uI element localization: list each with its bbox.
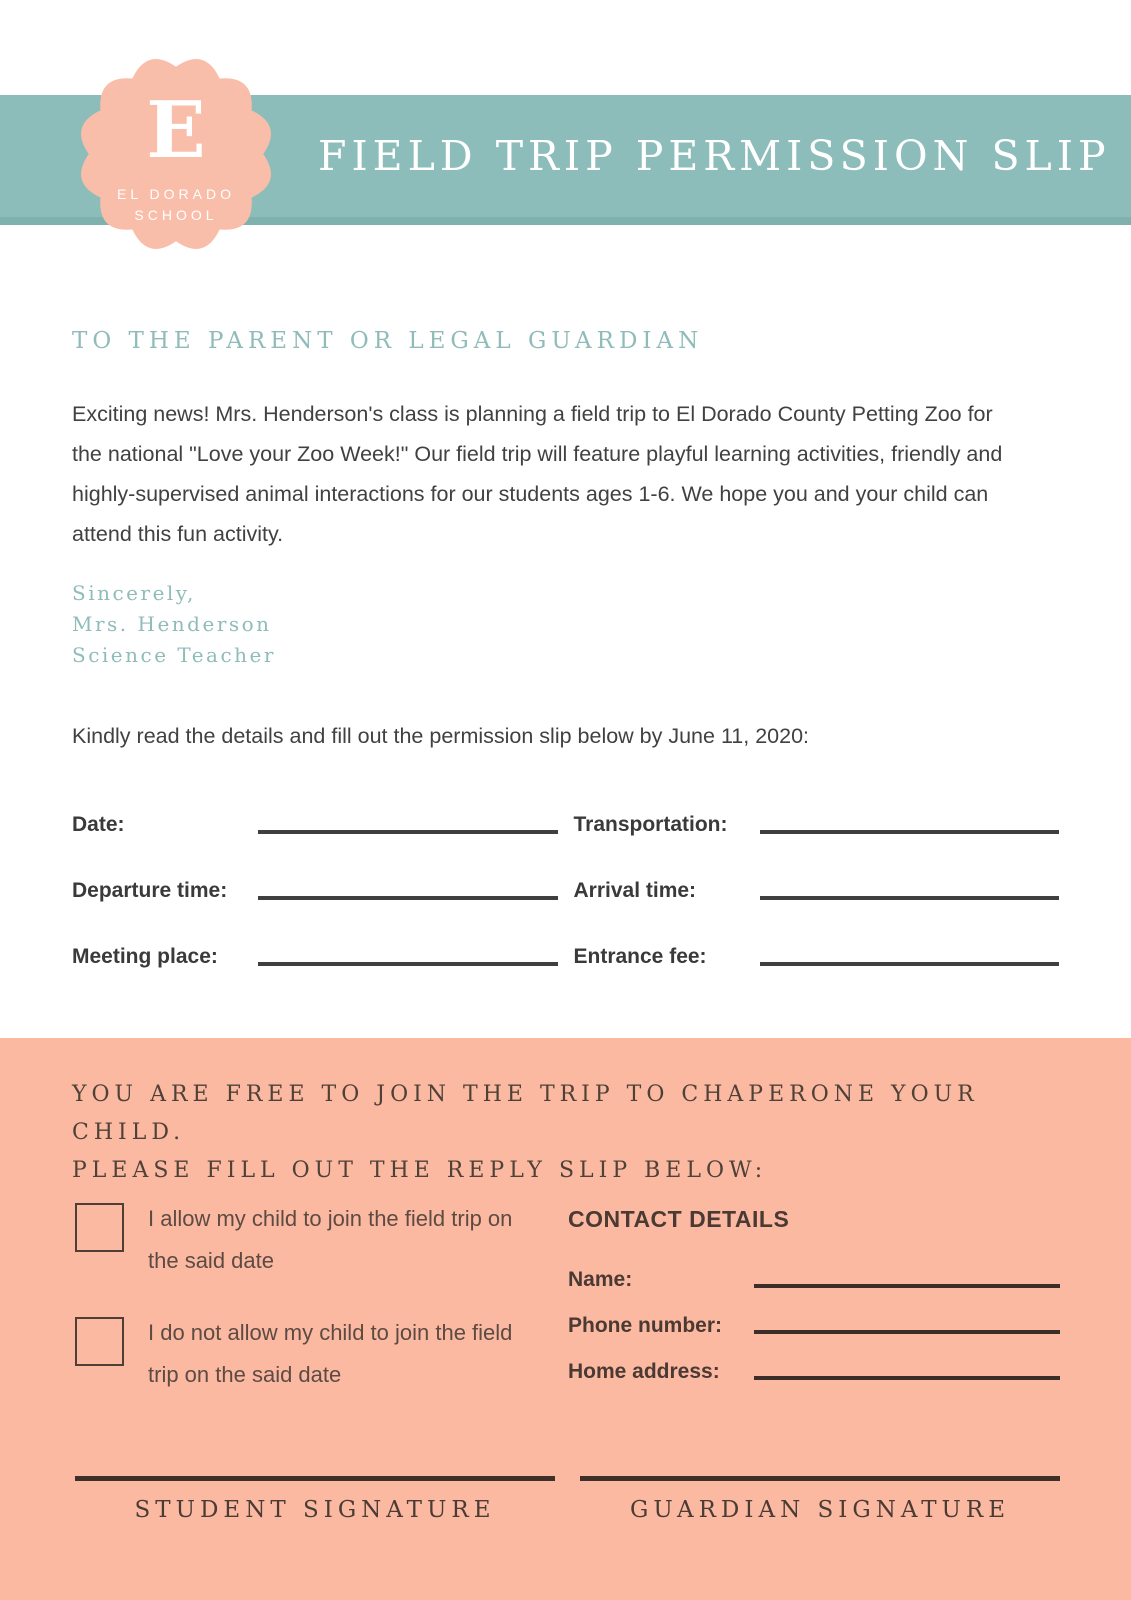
contact-details-heading: CONTACT DETAILS	[568, 1206, 790, 1232]
contact-field-name	[568, 1257, 1060, 1303]
student-signature-block	[75, 1476, 555, 1523]
guardian-signature-block	[580, 1476, 1060, 1523]
form-field-meeting-place	[72, 924, 558, 990]
field-label: Home address:	[568, 1360, 720, 1383]
signer-name: Mrs. Henderson	[72, 612, 272, 636]
signature-line[interactable]	[580, 1476, 1060, 1481]
field-label: Meeting place:	[72, 945, 218, 968]
reply-heading-line2: PLEASE FILL OUT THE REPLY SLIP BELOW:	[72, 1158, 768, 1183]
form-field-entrance-fee	[574, 924, 1060, 990]
option-allow	[75, 1198, 545, 1282]
blank-line[interactable]	[760, 830, 1060, 834]
trip-details-form	[72, 792, 1059, 990]
blank-line[interactable]	[258, 962, 558, 966]
blank-line[interactable]	[760, 962, 1060, 966]
school-name	[117, 184, 235, 226]
salutation-heading: TO THE PARENT OR LEGAL GUARDIAN	[72, 328, 704, 354]
contact-field-phone	[568, 1303, 1060, 1349]
field-label: Phone number:	[568, 1314, 723, 1337]
field-label: Arrival time:	[573, 879, 697, 902]
blank-line[interactable]	[754, 1330, 1060, 1334]
school-initial: E	[146, 85, 206, 176]
consent-options	[75, 1198, 545, 1426]
option-not-allow	[75, 1312, 545, 1396]
signature-area	[75, 1476, 1060, 1523]
form-field-transportation	[574, 792, 1060, 858]
signature-label: GUARDIAN SIGNATURE	[629, 1497, 1011, 1523]
field-label: Date:	[72, 813, 125, 836]
signature-label: STUDENT SIGNATURE	[134, 1497, 496, 1523]
fill-out-instruction: Kindly read the details and fill out the permission slip below by June 11, 2020:	[72, 724, 810, 748]
school-logo-badge	[62, 40, 290, 268]
school-logo-text	[62, 40, 290, 268]
closing-word: Sincerely,	[72, 581, 196, 605]
page-title: FIELD TRIP PERMISSION SLIP	[318, 132, 1111, 180]
field-label: Name:	[568, 1268, 633, 1291]
contact-field-address	[568, 1349, 1060, 1395]
option-label: I allow my child to join the field trip on the said date	[148, 1206, 513, 1273]
not-allow-checkbox[interactable]	[75, 1317, 124, 1366]
blank-line[interactable]	[258, 896, 558, 900]
blank-line[interactable]	[754, 1376, 1060, 1380]
reply-slip-heading	[72, 1076, 1032, 1190]
form-field-departure-time	[72, 858, 558, 924]
contact-details	[568, 1206, 1060, 1395]
field-label: Transportation:	[573, 813, 728, 836]
blank-line[interactable]	[760, 896, 1060, 900]
blank-line[interactable]	[754, 1284, 1060, 1288]
letter-closing	[72, 578, 276, 671]
form-field-arrival-time	[574, 858, 1060, 924]
signature-line[interactable]	[75, 1476, 555, 1481]
letter-body: Exciting news! Mrs. Henderson's class is planning a field trip to El Dorado County Petting Zoo for the national "Love your Zoo Week!" Our field trip will feature playful learning activities, friendly and highly-supervised animal interactions for our students ages 1-6. We hope you and your child can attend this fun activity.	[72, 402, 1003, 546]
field-label: Departure time:	[72, 879, 228, 902]
school-name-line1: EL DORADO	[117, 186, 235, 202]
signer-role: Science Teacher	[72, 643, 276, 667]
reply-slip-section	[0, 1038, 1131, 1600]
reply-heading-line1: YOU ARE FREE TO JOIN THE TRIP TO CHAPERONE YOUR CHILD.	[72, 1082, 979, 1145]
blank-line[interactable]	[258, 830, 558, 834]
school-name-line2: SCHOOL	[134, 207, 218, 223]
option-label: I do not allow my child to join the field trip on the said date	[148, 1320, 513, 1387]
field-label: Entrance fee:	[573, 945, 707, 968]
allow-checkbox[interactable]	[75, 1203, 124, 1252]
form-field-date	[72, 792, 558, 858]
